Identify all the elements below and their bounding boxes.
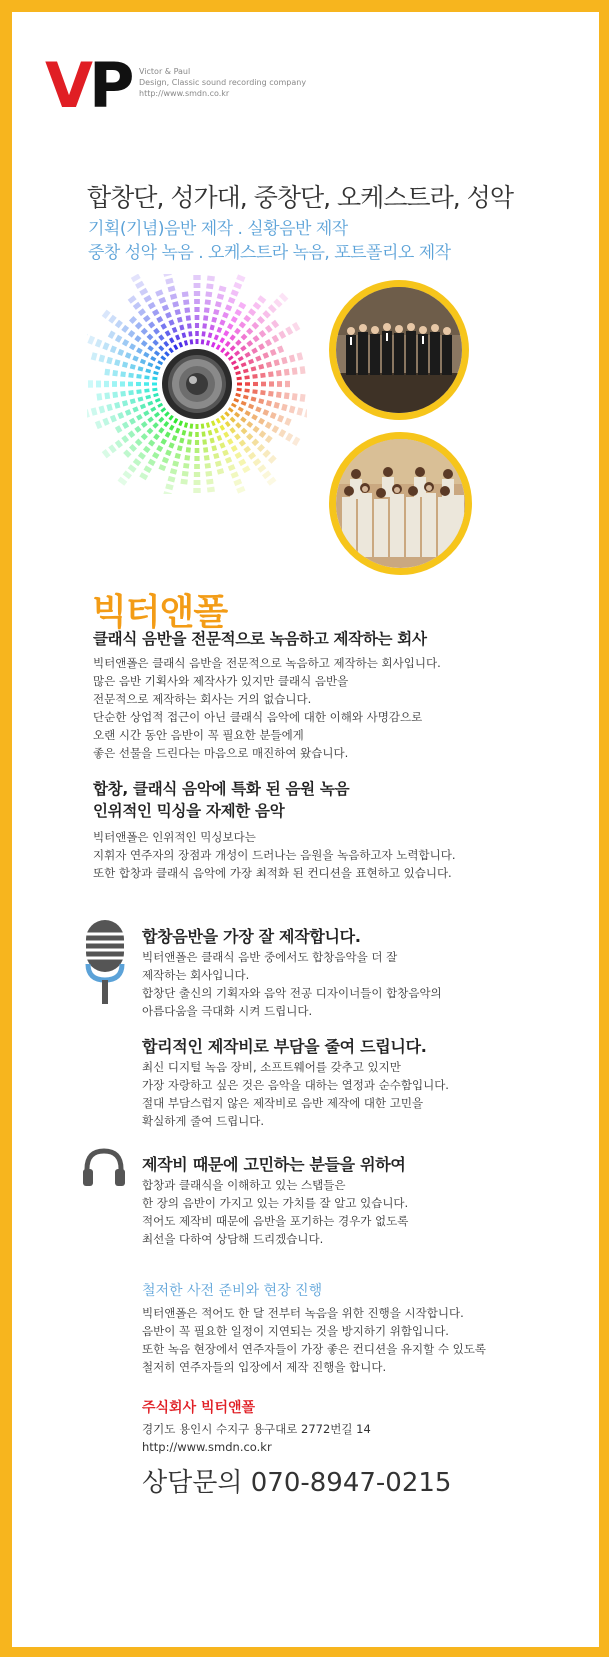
logo-letter-p: P (88, 49, 131, 122)
feature-line: 절대 부담스럽지 않은 제작비로 음반 제작에 대한 고민을 (142, 1096, 424, 1110)
brand-name: 빅터앤폴 (92, 592, 228, 633)
contact-company: 주식회사 빅터앤폴 (142, 1400, 256, 1416)
microphone-icon (82, 920, 128, 1008)
choir-photo-robes (329, 432, 472, 575)
specialty-title (93, 778, 349, 822)
feature-paragraph-budget (142, 1176, 408, 1248)
intro-line: 빅터앤폴은 클래식 음반을 전문적으로 녹음하고 제작하는 회사입니다. (93, 656, 441, 670)
subhead-line-1: 기획(기념)음반 제작 . 실황음반 제작 (88, 219, 348, 239)
contact-phone[interactable]: 상담문의 070-8947-0215 (142, 1468, 452, 1498)
feature-line: 한 장의 음반이 가지고 있는 가치를 잘 알고 있습니다. (142, 1196, 409, 1210)
intro-line: 전문적으로 제작하는 회사는 거의 없습니다. (93, 692, 312, 706)
preparation-title: 철저한 사전 준비와 현장 진행 (142, 1283, 323, 1299)
intro-paragraph (93, 654, 441, 762)
specialty-line: 빅터앤폴은 인위적인 믹싱보다는 (93, 830, 256, 844)
headphones-icon (82, 1147, 126, 1187)
contact-address: 경기도 용인시 수지구 용구대로 2772번길 14 (142, 1422, 371, 1436)
feature-title-cost: 합리적인 제작비로 부담을 줄여 드립니다. (142, 1037, 427, 1056)
company-tagline (139, 66, 306, 99)
intro-title: 클래식 음반을 전문적으로 녹음하고 제작하는 회사 (93, 630, 427, 648)
feature-line: 빅터앤폴은 클래식 음반 중에서도 합창음악을 더 잘 (142, 950, 398, 964)
company-url: http://www.smdn.co.kr (139, 89, 230, 98)
intro-line: 많은 음반 기획사와 제작사가 있지만 클래식 음반을 (93, 674, 349, 688)
intro-line: 오랜 시간 동안 음반이 꼭 필요한 분들에게 (93, 728, 304, 742)
intro-line: 좋은 선물을 드린다는 마음으로 매진하여 왔습니다. (93, 746, 349, 760)
specialty-title-line: 인위적인 믹싱을 자제한 음악 (93, 802, 285, 820)
logo-letter-v: V (45, 49, 89, 122)
feature-line: 합창단 출신의 기획자와 음악 전공 디자이너들이 합창음악의 (142, 986, 442, 1000)
feature-line: 합창과 클래식을 이해하고 있는 스탭들은 (142, 1178, 346, 1192)
company-name: Victor & Paul (139, 67, 191, 76)
feature-line: 가장 자랑하고 싶은 것은 음악을 대하는 열정과 순수함입니다. (142, 1078, 449, 1092)
feature-line: 제작하는 회사입니다. (142, 968, 250, 982)
page-headline: 합창단, 성가대, 중창단, 오케스트라, 성악 (87, 183, 513, 212)
specialty-line: 지휘자 연주자의 장점과 개성이 드러나는 음원을 녹음하고자 노력합니다. (93, 848, 456, 862)
feature-line: 확실하게 줄여 드립니다. (142, 1114, 265, 1128)
feature-line: 최신 디지털 녹음 장비, 소프트웨어를 갖추고 있지만 (142, 1060, 401, 1074)
subhead-line-2: 중창 성악 녹음 . 오케스트라 녹음, 포트폴리오 제작 (88, 243, 451, 263)
poster-page (12, 12, 599, 1647)
feature-line: 적어도 제작비 때문에 음반을 포기하는 경우가 없도록 (142, 1214, 409, 1228)
feature-line: 최선을 다하여 상담해 드리겠습니다. (142, 1232, 324, 1246)
contact-url[interactable]: http://www.smdn.co.kr (142, 1440, 272, 1454)
feature-line: 아름다움을 극대화 시켜 드립니다. (142, 1004, 313, 1018)
company-description: Design, Classic sound recording company (139, 78, 307, 87)
preparation-line: 음반이 꼭 필요한 일정이 지연되는 것을 방지하기 위함입니다. (142, 1324, 449, 1338)
specialty-paragraph (93, 828, 456, 882)
preparation-paragraph (142, 1304, 486, 1376)
feature-paragraph-choir (142, 948, 442, 1020)
preparation-line: 또한 녹음 현장에서 연주자들이 가장 좋은 컨디션을 유지할 수 있도록 (142, 1342, 486, 1356)
feature-title-budget: 제작비 때문에 고민하는 분들을 위하여 (142, 1155, 406, 1174)
intro-line: 단순한 상업적 접근이 아닌 클래식 음악에 대한 이해와 사명감으로 (93, 710, 423, 724)
preparation-line: 철저히 연주자들의 입장에서 제작 진행을 합니다. (142, 1360, 387, 1374)
feature-title-choir: 합창음반을 가장 잘 제작합니다. (142, 927, 361, 946)
preparation-line: 빅터앤폴은 적어도 한 달 전부터 녹음을 위한 진행을 시작합니다. (142, 1306, 464, 1320)
vp-logo (45, 49, 131, 122)
speaker-burst-icon (87, 274, 307, 494)
specialty-line: 또한 합창과 클래식 음악에 가장 최적화 된 컨디션을 표현하고 있습니다. (93, 866, 452, 880)
specialty-title-line: 합창, 클래식 음악에 특화 된 음원 녹음 (93, 780, 350, 798)
feature-paragraph-cost (142, 1058, 449, 1130)
choir-photo-men (329, 280, 469, 420)
